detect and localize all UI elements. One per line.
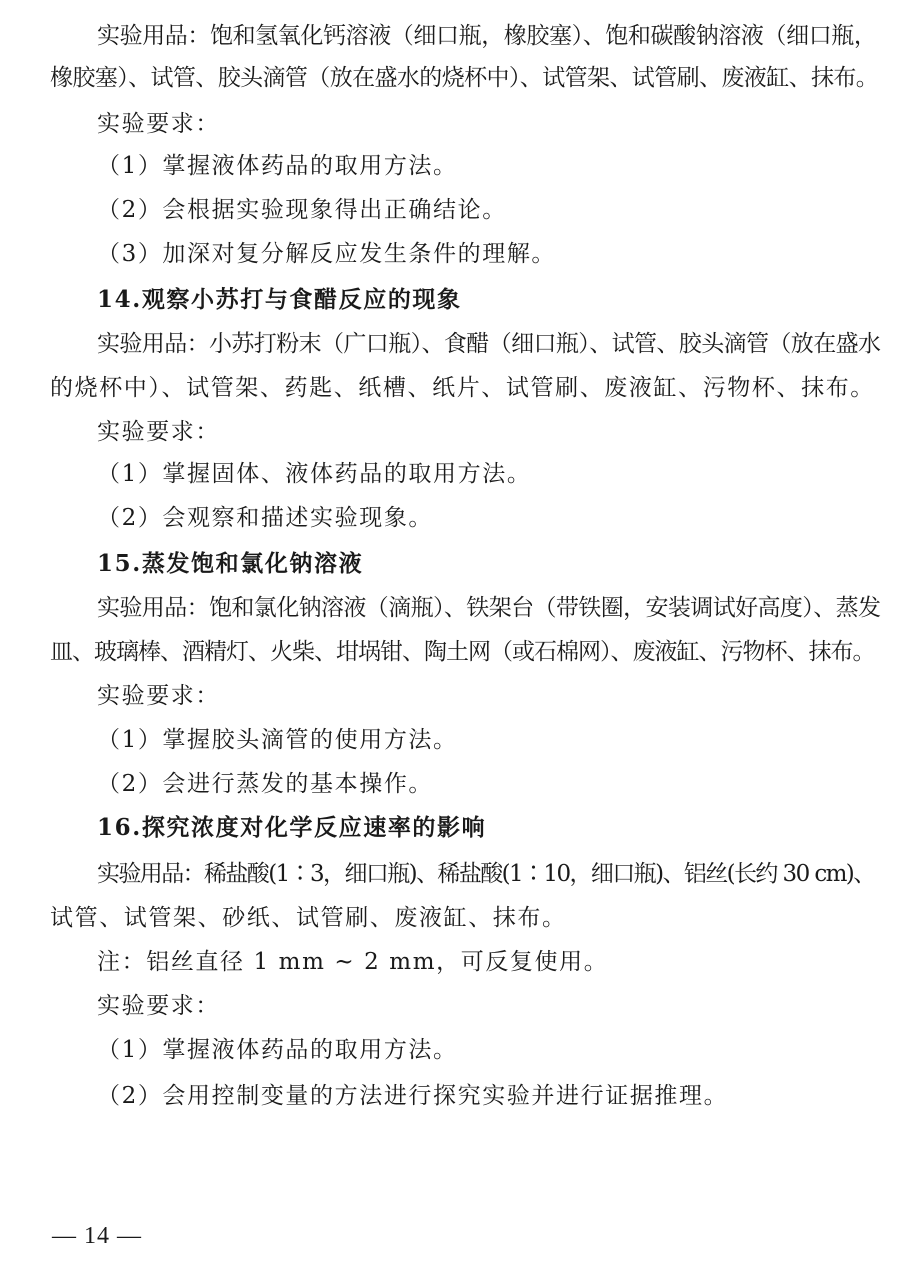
text-line: 实验用品：饱和氢氧化钙溶液（细口瓶，橡胶塞）、饱和碳酸钠溶液（细口瓶， — [97, 23, 877, 49]
section-heading: 16.探究浓度对化学反应速率的影响 — [97, 814, 487, 841]
list-item: （1）掌握胶头滴管的使用方法。 — [97, 727, 458, 753]
text-line: 试管、试管架、砂纸、试管刷、废液缸、抹布。 — [50, 905, 567, 931]
text-line: 皿、玻璃棒、酒精灯、火柴、坩埚钳、陶土网（或石棉网）、废液缸、污物杯、抹布。 — [50, 639, 875, 665]
list-item: （2）会根据实验现象得出正确结论。 — [97, 197, 507, 223]
section-heading: 15.蒸发饱和氯化钠溶液 — [97, 550, 364, 577]
list-item: （3）加深对复分解反应发生条件的理解。 — [97, 241, 557, 267]
text-line: 实验要求： — [97, 419, 220, 445]
list-item: （2）会进行蒸发的基本操作。 — [97, 771, 434, 797]
text-line: 实验要求： — [97, 683, 220, 709]
text-line: 实验要求： — [97, 111, 220, 137]
list-item: （1）掌握固体、液体药品的取用方法。 — [97, 461, 532, 487]
list-item: （1）掌握液体药品的取用方法。 — [97, 153, 458, 179]
note-line: 注：铝丝直径 1 mm ~ 2 mm，可反复使用。 — [97, 949, 609, 975]
text-line: 实验用品：饱和氯化钠溶液（滴瓶）、铁架台（带铁圈，安装调试好高度）、蒸发 — [97, 595, 881, 621]
list-item: （2）会用控制变量的方法进行探究实验并进行证据推理。 — [97, 1083, 729, 1109]
section-heading: 14.观察小苏打与食醋反应的现象 — [97, 286, 462, 313]
list-item: （2）会观察和描述实验现象。 — [97, 505, 434, 531]
page-number: — 14 — — [52, 1223, 142, 1249]
list-item: （1）掌握液体药品的取用方法。 — [97, 1037, 458, 1063]
text-line: 实验用品：小苏打粉末（广口瓶）、食醋（细口瓶）、试管、胶头滴管（放在盛水 — [97, 331, 881, 357]
text-line: 实验要求： — [97, 993, 220, 1019]
text-line: 的烧杯中）、试管架、药匙、纸槽、纸片、试管刷、废液缸、污物杯、抹布。 — [50, 375, 875, 401]
text-line: 实验用品：稀盐酸(1∶3，细口瓶)、稀盐酸(1∶10，细口瓶)、铝丝(长约 30 cm)、 — [97, 861, 875, 887]
text-line: 橡胶塞）、试管、胶头滴管（放在盛水的烧杯中）、试管架、试管刷、废液缸、抹布。 — [50, 65, 879, 91]
